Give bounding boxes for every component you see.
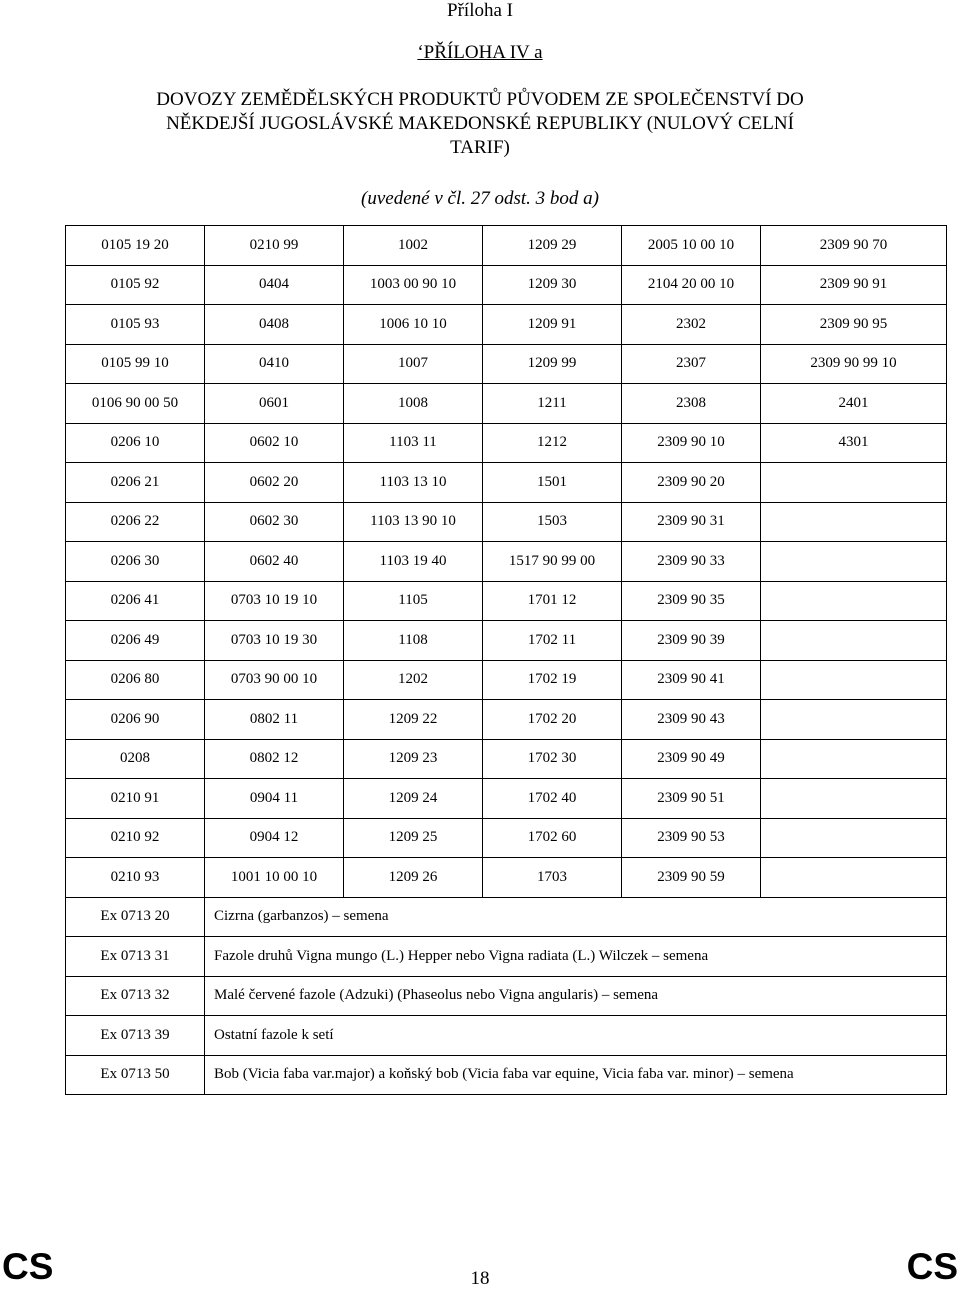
- tariff-code-cell: 2309 90 53: [622, 818, 761, 858]
- heading-line: TARIF): [450, 137, 510, 158]
- tariff-code-cell: 1702 20: [483, 700, 622, 740]
- tariff-code-cell: 2309 90 95: [761, 305, 947, 345]
- tariff-code-cell: 0206 90: [66, 700, 205, 740]
- tariff-code-cell: 2309 90 39: [622, 621, 761, 661]
- tariff-code-cell: 0105 93: [66, 305, 205, 345]
- tariff-code-cell: 0210 93: [66, 858, 205, 898]
- tariff-code-cell: 1002: [344, 226, 483, 266]
- table-row: [66, 305, 947, 345]
- tariff-code-cell: 2308: [622, 384, 761, 424]
- ex-code-cell: Ex 0713 39: [66, 1016, 205, 1056]
- tariff-code-cell: 2309 90 35: [622, 581, 761, 621]
- tariff-code-cell: 2104 20 00 10: [622, 265, 761, 305]
- tariff-code-cell: [761, 542, 947, 582]
- tariff-code-cell: 0206 22: [66, 502, 205, 542]
- tariff-code-cell: 2401: [761, 384, 947, 424]
- table-row: [66, 700, 947, 740]
- tariff-code-cell: [761, 502, 947, 542]
- tariff-code-cell: 0105 19 20: [66, 226, 205, 266]
- tariff-code-cell: 0404: [205, 265, 344, 305]
- tariff-code-cell: [761, 739, 947, 779]
- tariff-code-cell: [761, 700, 947, 740]
- tariff-code-cell: 0206 21: [66, 463, 205, 503]
- tariff-code-cell: 2309 90 91: [761, 265, 947, 305]
- table-row: [66, 660, 947, 700]
- tariff-code-cell: 0208: [66, 739, 205, 779]
- tariff-code-cell: 1209 23: [344, 739, 483, 779]
- tariff-code-cell: [761, 858, 947, 898]
- tariff-code-cell: 1209 22: [344, 700, 483, 740]
- ex-code-cell: Ex 0713 32: [66, 976, 205, 1016]
- table-row: [66, 621, 947, 661]
- tariff-code-cell: 1202: [344, 660, 483, 700]
- tariff-code-cell: 1001 10 00 10: [205, 858, 344, 898]
- table-row: [66, 739, 947, 779]
- tariff-code-cell: 0703 10 19 10: [205, 581, 344, 621]
- ex-description-cell: Fazole druhů Vigna mungo (L.) Hepper nebo Vigna radiata (L.) Wilczek – semena: [205, 937, 947, 977]
- tariff-code-cell: 1209 24: [344, 779, 483, 819]
- tariff-code-cell: 1103 19 40: [344, 542, 483, 582]
- tariff-code-cell: 2005 10 00 10: [622, 226, 761, 266]
- tariff-code-cell: 1702 19: [483, 660, 622, 700]
- table-row: [66, 1016, 947, 1056]
- tariff-code-cell: 0602 30: [205, 502, 344, 542]
- tariff-code-cell: [761, 660, 947, 700]
- tariff-code-cell: 1702 30: [483, 739, 622, 779]
- tariff-code-cell: 2309 90 31: [622, 502, 761, 542]
- table-row: [66, 344, 947, 384]
- tariff-code-cell: 0602 10: [205, 423, 344, 463]
- tariff-code-cell: 1103 13 90 10: [344, 502, 483, 542]
- document-note: (uvedené v čl. 27 odst. 3 bod a): [361, 188, 599, 209]
- table-row: [66, 423, 947, 463]
- tariff-code-cell: 1209 30: [483, 265, 622, 305]
- tariff-code-cell: 2309 90 99 10: [761, 344, 947, 384]
- tariff-code-cell: 2309 90 43: [622, 700, 761, 740]
- ex-description-cell: Cizrna (garbanzos) – semena: [205, 897, 947, 937]
- table-row: [66, 502, 947, 542]
- tariff-code-cell: 2309 90 41: [622, 660, 761, 700]
- heading-line: NĚKDEJŠÍ JUGOSLÁVSKÉ MAKEDONSKÉ REPUBLIKY (NULOVÝ CELNÍ: [166, 113, 794, 134]
- tariff-code-cell: 0410: [205, 344, 344, 384]
- annex-title-text: ‘PŘÍLOHA IV a: [417, 42, 543, 63]
- tariff-code-cell: 0904 12: [205, 818, 344, 858]
- table-row: [66, 1055, 947, 1095]
- table-row: [66, 226, 947, 266]
- tariff-code-table-body: [66, 226, 947, 1095]
- tariff-code-cell: 2309 90 49: [622, 739, 761, 779]
- tariff-code-cell: 1209 29: [483, 226, 622, 266]
- tariff-code-cell: 1209 91: [483, 305, 622, 345]
- tariff-code-cell: 2309 90 51: [622, 779, 761, 819]
- tariff-code-cell: 4301: [761, 423, 947, 463]
- tariff-code-cell: 1703: [483, 858, 622, 898]
- tariff-code-table: [65, 225, 947, 1095]
- tariff-code-cell: 1003 00 90 10: [344, 265, 483, 305]
- tariff-code-cell: 0703 10 19 30: [205, 621, 344, 661]
- annex-title: [0, 42, 960, 64]
- table-row: [66, 976, 947, 1016]
- tariff-code-cell: 0601: [205, 384, 344, 424]
- ex-description-cell: Ostatní fazole k setí: [205, 1016, 947, 1056]
- tariff-code-cell: 1108: [344, 621, 483, 661]
- tariff-code-cell: 0105 99 10: [66, 344, 205, 384]
- tariff-code-cell: 1103 11: [344, 423, 483, 463]
- tariff-code-cell: 1008: [344, 384, 483, 424]
- tariff-code-cell: 2307: [622, 344, 761, 384]
- tariff-code-cell: 1209 26: [344, 858, 483, 898]
- tariff-code-cell: 0602 20: [205, 463, 344, 503]
- tariff-code-cell: [761, 581, 947, 621]
- tariff-code-cell: 2309 90 20: [622, 463, 761, 503]
- tariff-code-cell: 0602 40: [205, 542, 344, 582]
- table-row: [66, 384, 947, 424]
- table-row: [66, 937, 947, 977]
- tariff-code-cell: 1006 10 10: [344, 305, 483, 345]
- tariff-code-cell: 1007: [344, 344, 483, 384]
- tariff-code-cell: 0210 92: [66, 818, 205, 858]
- table-row: [66, 858, 947, 898]
- ex-code-cell: Ex 0713 20: [66, 897, 205, 937]
- tariff-code-cell: 0904 11: [205, 779, 344, 819]
- tariff-code-cell: 0206 80: [66, 660, 205, 700]
- tariff-code-cell: 1702 40: [483, 779, 622, 819]
- table-row: [66, 463, 947, 503]
- tariff-code-cell: 1103 13 10: [344, 463, 483, 503]
- tariff-code-cell: 0206 10: [66, 423, 205, 463]
- table-row: [66, 542, 947, 582]
- tariff-code-cell: 2309 90 33: [622, 542, 761, 582]
- tariff-code-cell: 0210 99: [205, 226, 344, 266]
- tariff-code-cell: 2302: [622, 305, 761, 345]
- document-heading: [0, 88, 960, 160]
- ex-description-cell: Bob (Vicia faba var.major) a koňský bob (Vicia faba var equine, Vicia faba var. minor) – semena: [205, 1055, 947, 1095]
- tariff-code-cell: 0206 30: [66, 542, 205, 582]
- tariff-code-cell: 0408: [205, 305, 344, 345]
- table-row: [66, 897, 947, 937]
- tariff-code-cell: 1501: [483, 463, 622, 503]
- tariff-code-cell: 1702 60: [483, 818, 622, 858]
- page-number: 18: [470, 1268, 490, 1289]
- tariff-code-cell: 1517 90 99 00: [483, 542, 622, 582]
- tariff-code-cell: 1211: [483, 384, 622, 424]
- tariff-code-cell: 0106 90 00 50: [66, 384, 205, 424]
- tariff-code-cell: 0206 41: [66, 581, 205, 621]
- tariff-code-cell: 2309 90 10: [622, 423, 761, 463]
- tariff-code-cell: 0206 49: [66, 621, 205, 661]
- language-mark-right: CS: [906, 1246, 958, 1287]
- table-row: [66, 818, 947, 858]
- tariff-code-cell: 0802 11: [205, 700, 344, 740]
- tariff-code-cell: 1105: [344, 581, 483, 621]
- heading-line: DOVOZY ZEMĚDĚLSKÝCH PRODUKTŮ PŮVODEM ZE SPOLEČENSTVÍ DO: [156, 89, 804, 110]
- table-row: [66, 265, 947, 305]
- tariff-code-cell: 1503: [483, 502, 622, 542]
- tariff-code-cell: 0703 90 00 10: [205, 660, 344, 700]
- tariff-code-cell: 1701 12: [483, 581, 622, 621]
- tariff-code-cell: 1212: [483, 423, 622, 463]
- tariff-code-cell: [761, 779, 947, 819]
- tariff-code-cell: [761, 621, 947, 661]
- tariff-code-cell: 0210 91: [66, 779, 205, 819]
- table-row: [66, 581, 947, 621]
- tariff-code-cell: 0802 12: [205, 739, 344, 779]
- table-row: [66, 779, 947, 819]
- annex-label: Příloha I: [447, 0, 513, 21]
- tariff-code-cell: 2309 90 70: [761, 226, 947, 266]
- ex-code-cell: Ex 0713 50: [66, 1055, 205, 1095]
- tariff-code-cell: 1209 99: [483, 344, 622, 384]
- tariff-code-cell: [761, 818, 947, 858]
- ex-description-cell: Malé červené fazole (Adzuki) (Phaseolus nebo Vigna angularis) – semena: [205, 976, 947, 1016]
- tariff-code-cell: [761, 463, 947, 503]
- tariff-code-cell: 2309 90 59: [622, 858, 761, 898]
- tariff-code-cell: 0105 92: [66, 265, 205, 305]
- ex-code-cell: Ex 0713 31: [66, 937, 205, 977]
- language-mark-left: CS: [2, 1246, 54, 1287]
- tariff-code-cell: 1702 11: [483, 621, 622, 661]
- tariff-code-cell: 1209 25: [344, 818, 483, 858]
